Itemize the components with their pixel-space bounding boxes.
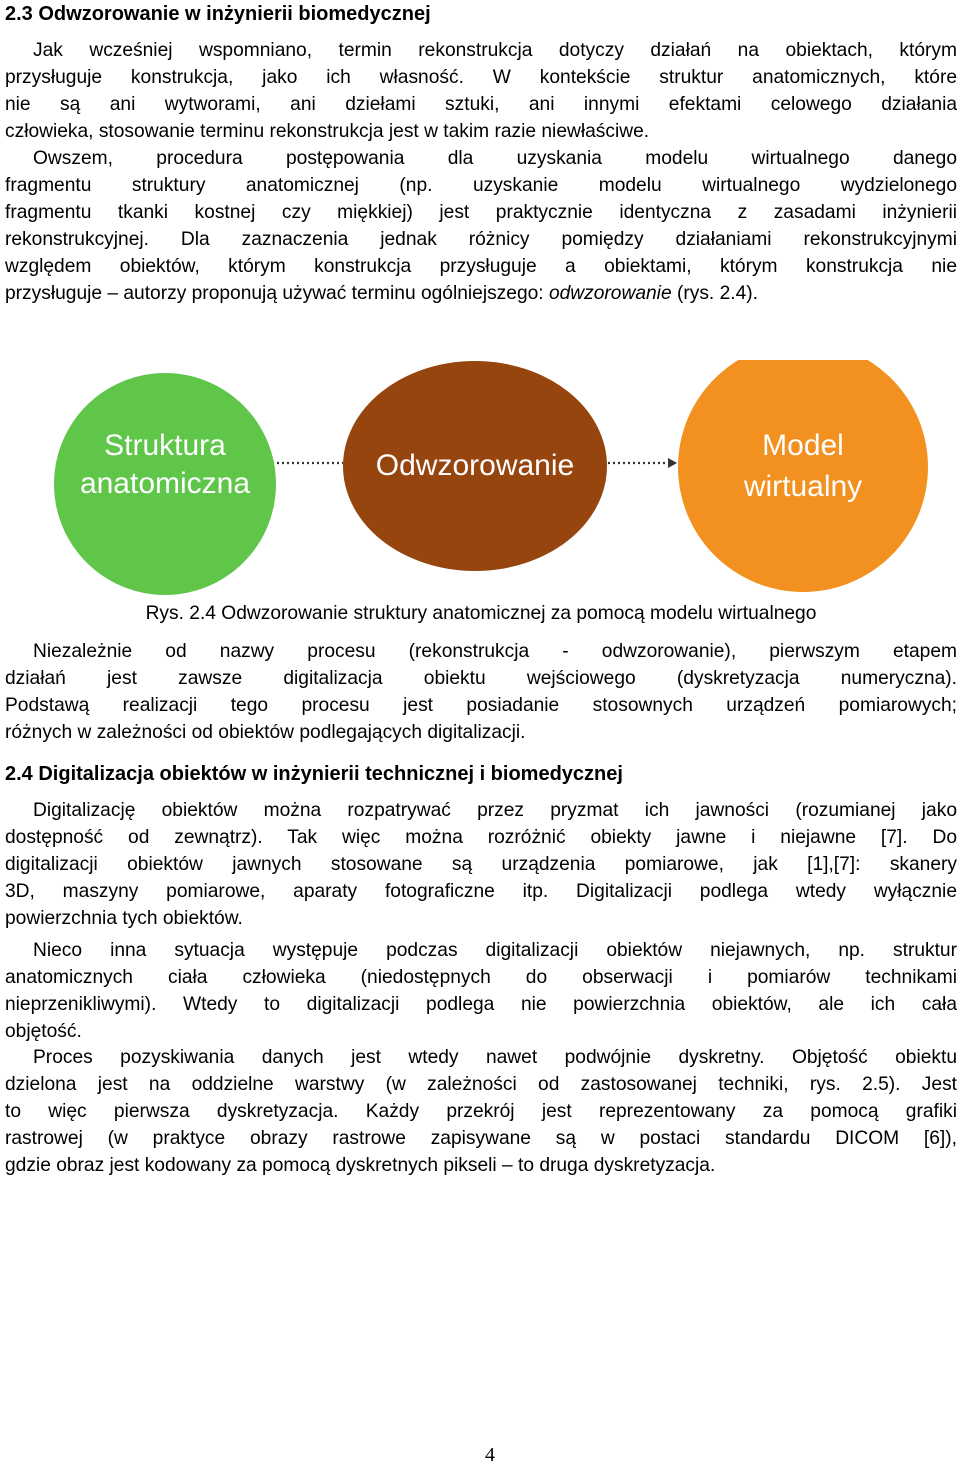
- page-number: 4: [485, 1444, 495, 1466]
- text-line: przysługuje konstrukcja, jako ich własność. W kontekście struktur anatomicznych, które: [5, 67, 957, 88]
- text-line: rastrowej (w praktyce obrazy rastrowe zapisywane są w postaci standardu DICOM [6]),: [5, 1128, 957, 1149]
- text-line: człowieka, stosowanie terminu rekonstrukcja jest w takim razie niewłaściwe.: [5, 121, 650, 142]
- paragraph: [5, 37, 957, 307]
- text-line: digitalizacji obiektów jawnych stosowane są urządzenia pomiarowe, jak [1],[7]: skanery: [5, 854, 957, 875]
- text-line: Owszem, procedura postępowania dla uzyskania modelu wirtualnego danego: [33, 148, 957, 169]
- node-label: anatomiczna: [79, 467, 251, 500]
- text-line: Nieco inna sytuacja występuje podczas digitalizacji obiektów niejawnych, np. struktur: [33, 940, 957, 961]
- text-line: nie są ani wytworami, ani dziełami sztuki, ani innymi efektami celowego działania: [5, 94, 957, 115]
- paragraph: [5, 1044, 957, 1179]
- text-line: dzielona jest na oddzielne warstwy (w zależności od zastosowanej techniki, rys. 2.5). Jest: [5, 1074, 957, 1095]
- text-line: powierzchnia tych obiektów.: [5, 908, 243, 929]
- text-line: gdzie obraz jest kodowany za pomocą dyskretnych pikseli – to druga dyskretyzacja.: [5, 1155, 716, 1176]
- text-line: [5, 280, 957, 307]
- text-line: nieprzenikliwymi). Wtedy to digitalizacji podlega nie powierzchnia obiektów, ale ich cała: [5, 994, 957, 1015]
- text-line: to więc pierwsza dyskretyzacja. Każdy przekrój jest reprezentowany za pomocą grafiki: [5, 1101, 957, 1122]
- figure-caption: Rys. 2.4 Odwzorowanie struktury anatomicznej za pomocą modelu wirtualnego: [145, 603, 817, 624]
- node-label: Struktura: [104, 429, 226, 462]
- node-label: Model: [762, 429, 844, 462]
- text-line: Proces pozyskiwania danych jest wtedy nawet podwójnie dyskretny. Objętość obiektu: [33, 1047, 957, 1068]
- text-line: działań jest zawsze digitalizacja obiektu wejściowego (dyskretyzacja numeryczna).: [5, 668, 957, 689]
- figure-diagram: [0, 360, 960, 600]
- text-line: rekonstrukcyjnej. Dla zaznaczenia jednak różnicy pomiędzy działaniami rekonstrukcyjnymi: [5, 229, 957, 250]
- text-line: różnych w zależności od obiektów podlegających digitalizacji.: [5, 722, 526, 743]
- text-line: Podstawą realizacji tego procesu jest posiadanie stosownych urządzeń pomiarowych;: [5, 695, 957, 716]
- paragraph: [5, 797, 957, 932]
- text-line: Digitalizację obiektów można rozpatrywać przez pryzmat ich jawności (rozumianej jako: [33, 800, 957, 821]
- text-run: (rys. 2.4).: [671, 283, 758, 304]
- text-run: przysługuje – autorzy proponują używać terminu ogólniejszego:: [5, 283, 549, 304]
- text-line: względem obiektów, którym konstrukcja przysługuje a obiektami, którym konstrukcja nie: [5, 256, 957, 277]
- paragraph: [5, 937, 957, 1045]
- text-line: Niezależnie od nazwy procesu (rekonstrukcja - odwzorowanie), pierwszym etapem: [33, 641, 957, 662]
- node-label: wirtualny: [743, 470, 863, 503]
- text-line: anatomicznych ciała człowieka (niedostępnych do obserwacji i pomiarów technikami: [5, 967, 957, 988]
- text-line: dostępność od zewnątrz). Tak więc można rozróżnić obiekty jawne i niejawne [7]. Do: [5, 827, 957, 848]
- text-line: objętość.: [5, 1021, 82, 1042]
- section-heading: 2.4 Digitalizacja obiektów w inżynierii technicznej i biomedycznej: [5, 763, 623, 785]
- text-line: Jak wcześniej wspomniano, termin rekonstrukcja dotyczy działań na obiektach, którym: [33, 40, 957, 61]
- text-line: fragmentu tkanki kostnej czy miękkiej) jest praktycznie identyczna z zasadami inżynierii: [5, 202, 957, 223]
- text-line: 3D, maszyny pomiarowe, aparaty fotograficzne itp. Digitalizacji podlega wtedy wyłącznie: [5, 881, 957, 902]
- section-heading: 2.3 Odwzorowanie w inżynierii biomedycznej: [5, 3, 431, 25]
- paragraph: [5, 638, 957, 746]
- emphasized-term: odwzorowanie: [548, 283, 672, 304]
- text-line: fragmentu struktury anatomicznej (np. uzyskanie modelu wirtualnego wydzielonego: [5, 175, 957, 196]
- node-label: Odwzorowanie: [375, 449, 575, 482]
